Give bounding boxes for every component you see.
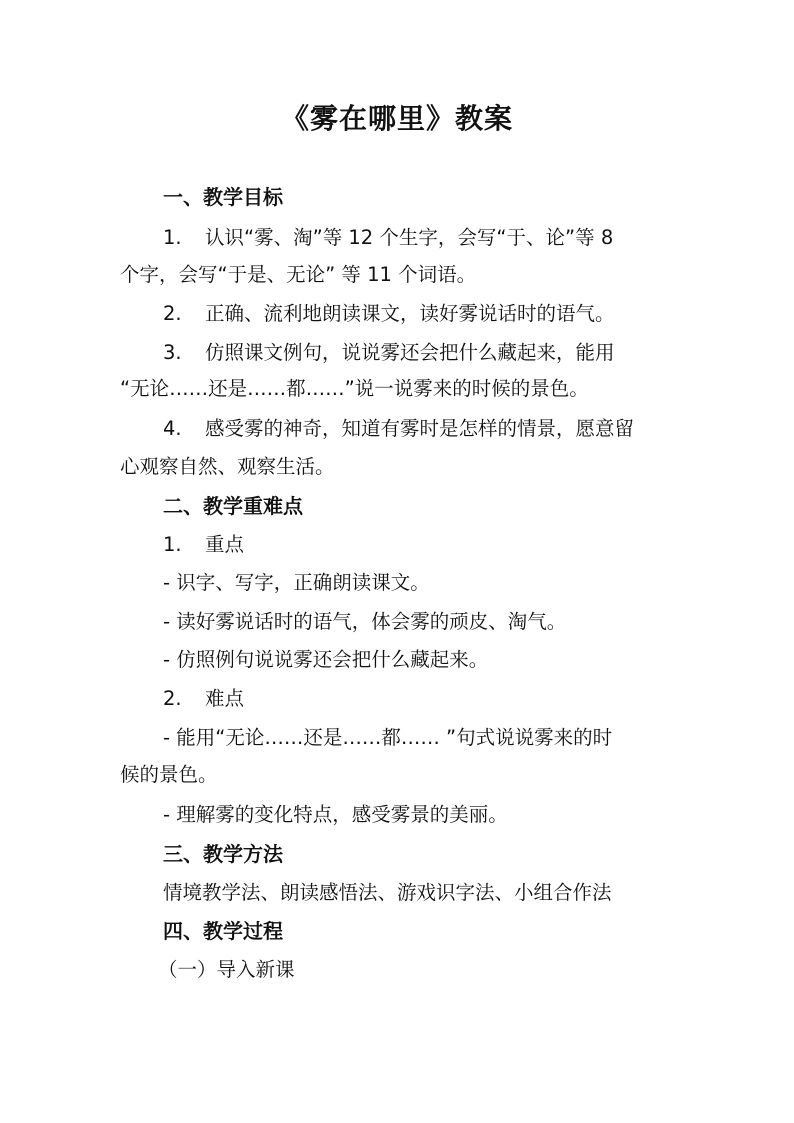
goal-item-text: 仿照课文例句，说说雾还会把什么藏起来，能用 — [205, 341, 615, 364]
goal-item-number: 1. — [163, 226, 182, 249]
goal-item-number: 3. — [163, 341, 182, 364]
difficult-point-2: - 理解雾的变化特点，感受雾景的美丽。 — [163, 803, 508, 826]
goal-item-1-line-2: 个字，会写“于是、无论” 等 11 个词语。 — [120, 263, 477, 286]
process-subsection-1: （一）导入新课 — [158, 958, 295, 981]
list-number: 1. — [163, 533, 182, 556]
difficult-points-label — [163, 687, 244, 711]
goal-item-text: 正确、流利地朗读课文，读好雾说话时的语气。 — [205, 302, 615, 325]
list-number: 2. — [163, 687, 182, 710]
goal-item-text: 认识“雾、淘”等 12 个生字，会写“于、论”等 8 — [205, 226, 614, 249]
key-points-label — [163, 533, 244, 557]
section-heading-key-difficult: 二、教学重难点 — [163, 494, 303, 518]
goal-item-2 — [163, 302, 615, 326]
goal-item-4-line-2: 心观察自然、观察生活。 — [120, 455, 335, 478]
list-label: 难点 — [205, 687, 245, 710]
goal-item-text: 感受雾的神奇，知道有雾时是怎样的情景，愿意留 — [205, 417, 635, 440]
goal-item-3-line-2: “无论……还是……都……”说一说雾来的时候的景色。 — [120, 377, 589, 400]
goal-item-number: 2. — [163, 302, 182, 325]
difficult-point-1-line-2: 候的景色。 — [120, 763, 218, 786]
section-heading-goals: 一、教学目标 — [163, 185, 283, 209]
key-point-2: - 读好雾说话时的语气，体会雾的顽皮、淘气。 — [163, 610, 567, 633]
section-heading-process: 四、教学过程 — [163, 919, 283, 943]
goal-item-3-line-1 — [163, 341, 615, 365]
list-label: 重点 — [205, 533, 245, 556]
goal-item-4-line-1 — [163, 417, 634, 441]
section-heading-methods: 三、教学方法 — [163, 842, 283, 866]
key-point-3: - 仿照例句说说雾还会把什么藏起来。 — [163, 648, 489, 671]
goal-item-1-line-1 — [163, 226, 613, 250]
document-title: 《雾在哪里》教案 — [280, 102, 513, 135]
key-point-1: - 识字、写字，正确朗读课文。 — [163, 571, 430, 594]
methods-text: 情境教学法、朗读感悟法、游戏识字法、小组合作法 — [163, 881, 612, 904]
difficult-point-1-line-1: - 能用“无论……还是……都…… ”句式说说雾来的时 — [163, 726, 613, 749]
goal-item-number: 4. — [163, 417, 182, 440]
